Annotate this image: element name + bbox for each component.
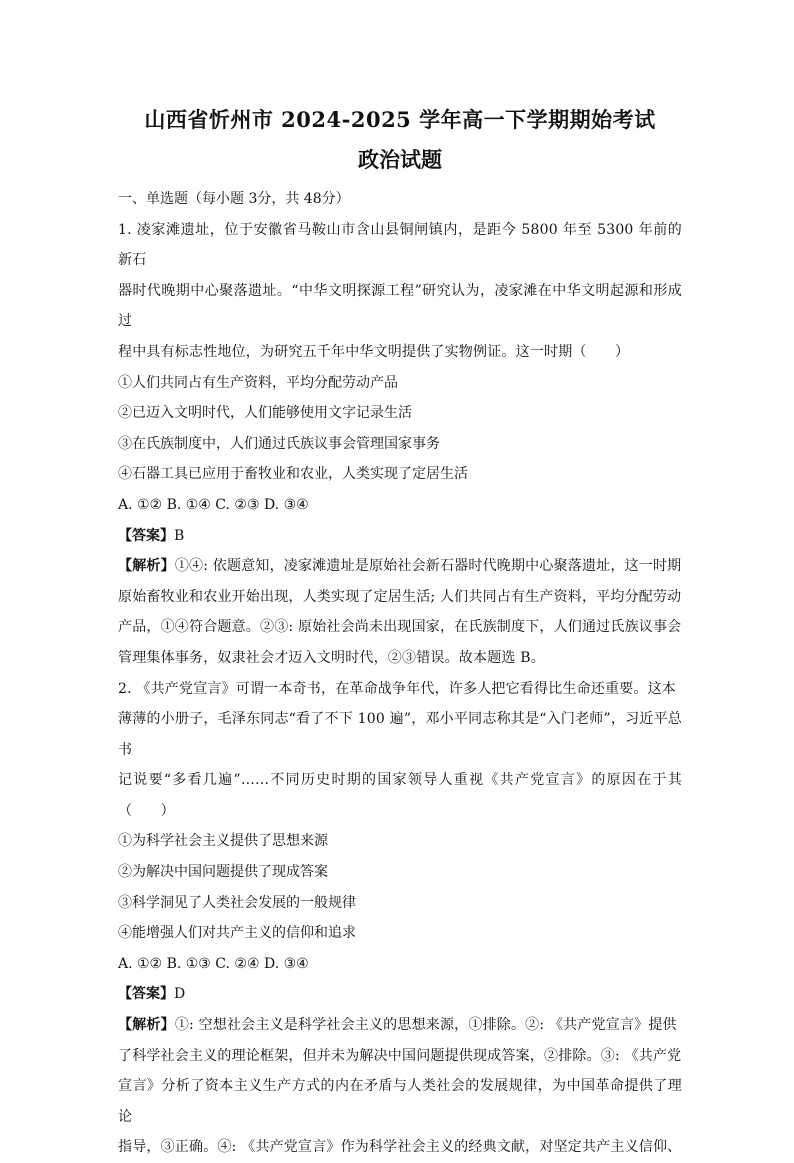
choice-item: ④石器工具已应用于畜牧业和农业，人类实现了定居生活 bbox=[118, 459, 682, 490]
choice-item: ③科学洞见了人类社会发展的一般规律 bbox=[118, 888, 682, 919]
question-stem-line: 薄薄的小册子，毛泽东同志“看了不下 100 遍”，邓小平同志称其是“入门老师”，习近平总书 bbox=[118, 704, 682, 765]
question-stem-line: 2. 《共产党宣言》可谓一本奇书，在革命战争年代，许多人把它看得比生命还重要。这本 bbox=[118, 674, 682, 705]
analysis-line: 了科学社会主义的理论框架，但并未为解决中国问题提供现成答案，②排除。③: 《共产党 bbox=[118, 1041, 682, 1072]
analysis-line bbox=[118, 551, 682, 582]
question-stem-line: 1. 凌家滩遗址，位于安徽省马鞍山市含山县铜闸镇内，是距今 5800 年至 5300 年前的新石 bbox=[118, 215, 682, 276]
question-stem-line: 器时代晚期中心聚落遗址。“中华文明探源工程”研究认为，凌家滩在中华文明起源和形成过 bbox=[118, 276, 682, 337]
choice-item: ②为解决中国问题提供了现成答案 bbox=[118, 857, 682, 888]
answer-line bbox=[118, 521, 682, 552]
choice-item: ②已迈入文明时代，人们能够使用文字记录生活 bbox=[118, 398, 682, 429]
answer-label: 【答案】 bbox=[118, 986, 174, 1002]
analysis-label: 【解析】 bbox=[118, 1017, 175, 1033]
question-1 bbox=[118, 215, 682, 674]
question-stem-line: 程中具有标志性地位，为研究五千年中华文明提供了实物例证。这一时期（ ） bbox=[118, 337, 682, 368]
analysis-label: 【解析】 bbox=[118, 558, 175, 574]
analysis-line bbox=[118, 1010, 682, 1041]
analysis-line: 宣言》分析了资本主义生产方式的内在矛盾与人类社会的发展规律，为中国革命提供了理论 bbox=[118, 1071, 682, 1132]
answer-value: B bbox=[174, 528, 184, 544]
choice-item: ③在氏族制度中，人们通过氏族议事会管理国家事务 bbox=[118, 429, 682, 460]
answer-options: A. ①② B. ①④ C. ②③ D. ③④ bbox=[118, 490, 682, 521]
answer-label: 【答案】 bbox=[118, 528, 174, 544]
choice-item: ④能增强人们对共产主义的信仰和追求 bbox=[118, 918, 682, 949]
choice-item: ①为科学社会主义提供了思想来源 bbox=[118, 826, 682, 857]
analysis-text: ①: 空想社会主义是科学社会主义的思想来源，①排除。②: 《共产党宣言》提供 bbox=[175, 1017, 677, 1033]
page-title: 山西省忻州市 2024-2025 学年高一下学期期始考试 bbox=[118, 100, 682, 140]
analysis-line: 管理集体事务，奴隶社会才迈入文明时代，②③错误。故本题选 B。 bbox=[118, 643, 682, 674]
analysis-line: 指导，③正确。④: 《共产党宣言》作为科学社会主义的经典文献，对坚定共产主义信仰、 bbox=[118, 1132, 682, 1163]
answer-options: A. ①② B. ①③ C. ②④ D. ③④ bbox=[118, 949, 682, 980]
question-stem-line: 记说要“多看几遍”……不同历史时期的国家领导人重视《共产党宣言》的原因在于其（ ） bbox=[118, 765, 682, 826]
answer-line bbox=[118, 979, 682, 1010]
analysis-text: ①④: 依题意知，凌家滩遗址是原始社会新石器时代晚期中心聚落遗址，这一时期 bbox=[175, 558, 682, 574]
analysis-line: 原始畜牧业和农业开始出现，人类实现了定居生活; 人们共同占有生产资料，平均分配劳动 bbox=[118, 582, 682, 613]
choice-item: ①人们共同占有生产资料，平均分配劳动产品 bbox=[118, 368, 682, 399]
page-subtitle: 政治试题 bbox=[118, 140, 682, 180]
answer-value: D bbox=[174, 986, 185, 1002]
analysis-line: 产品，①④符合题意。②③: 原始社会尚未出现国家，在氏族制度下，人们通过氏族议事会 bbox=[118, 612, 682, 643]
section-heading: 一、单选题（每小题 3分，共 48分） bbox=[118, 184, 682, 215]
question-2 bbox=[118, 674, 682, 1163]
